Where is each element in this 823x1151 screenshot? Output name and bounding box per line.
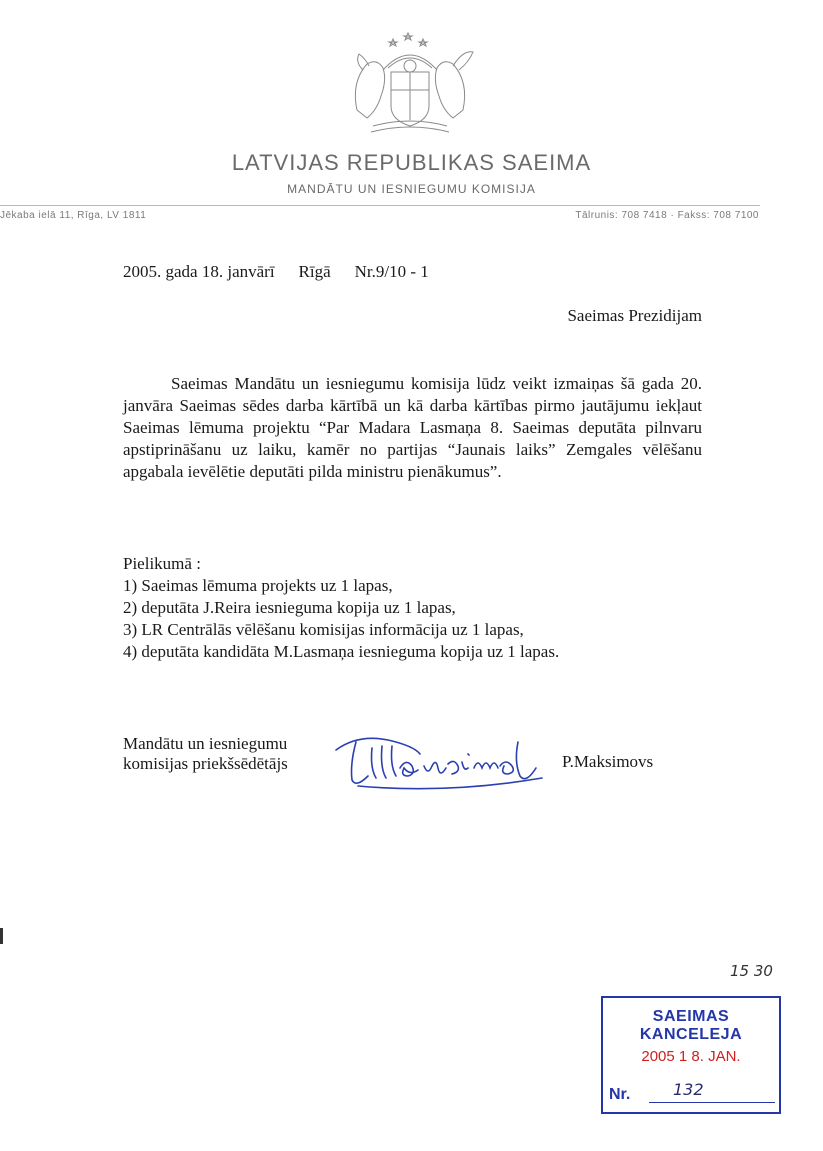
org-title: LATVIJAS REPUBLIKAS SAEIMA [231,150,592,175]
scan-edge-mark [0,928,3,944]
body-paragraph-text: Saeimas Mandātu un iesniegumu komisija lūdz veikt izmaiņas šā gada 20. janvāra Saeimas sēdes darba kārtībā un kā darba kārtības pirmo jautājumu iekļaut Saeimas lēmuma projektu “Par Madara Lasmaņa 8. Saeimas deputāta pilnvaru apstiprināšanu uz laiku, kamēr no partijas “Jaunais laiks” Zemgales vēlēšanu apgabala ievēlētie deputāti pilda ministru pienākumus”. [123,374,702,481]
attachments-label: Pielikumā : [123,554,201,573]
signatory-role [123,734,288,774]
stamp-title: SAEIMAS KANCELEJA [639,1008,743,1043]
org-subtitle: MANDĀTU UN IESNIEGUMU KOMISIJA [287,182,536,196]
attachment-item: 1) Saeimas lēmuma projekts uz 1 lapas, [123,576,393,595]
letter-dateline [123,262,429,282]
letter-addressee: Saeimas Prezidijam [567,306,702,325]
letter-number: Nr.9/10 - 1 [354,262,429,281]
registration-stamp [601,996,781,1114]
signatory-role-line: Mandātu un iesniegumu [123,734,288,753]
attachment-item: 2) deputāta J.Reira iesnieguma kopija uz 1 lapas, [123,598,456,617]
body-paragraph [123,373,702,483]
signature-icon [328,728,556,792]
signatory-role-line: komisijas priekšsēdētājs [123,754,288,773]
signatory-name: P.Maksimovs [562,752,654,771]
attachment-item: 4) deputāta kandidāta M.Lasmaņa iesnieguma kopija uz 1 lapas. [123,642,560,661]
coat-of-arms-icon [343,30,477,142]
letter-body [123,373,702,483]
attachments-list [123,553,559,663]
letter-place: Rīgā [298,262,331,281]
stamp-nr-label: Nr. [609,1086,631,1103]
stamp-date: 2005 1 8. JAN. [641,1048,741,1065]
org-address: Jēkaba ielā 11, Rīga, LV 1811 [0,210,147,221]
handwritten-note-text: 15 30 [730,962,773,980]
header-divider [0,205,760,206]
attachment-item: 3) LR Centrālās vēlēšanu komisijas informācija uz 1 lapas, [123,620,524,639]
letter-date: 2005. gada 18. janvārī [123,262,275,281]
stamp-nr-line [649,1102,775,1103]
handwritten-note [730,962,790,994]
stamp-nr-value: 132 [673,1080,704,1099]
org-contacts: Tālrunis: 708 7418 · Fakss: 708 7100 [575,210,759,221]
